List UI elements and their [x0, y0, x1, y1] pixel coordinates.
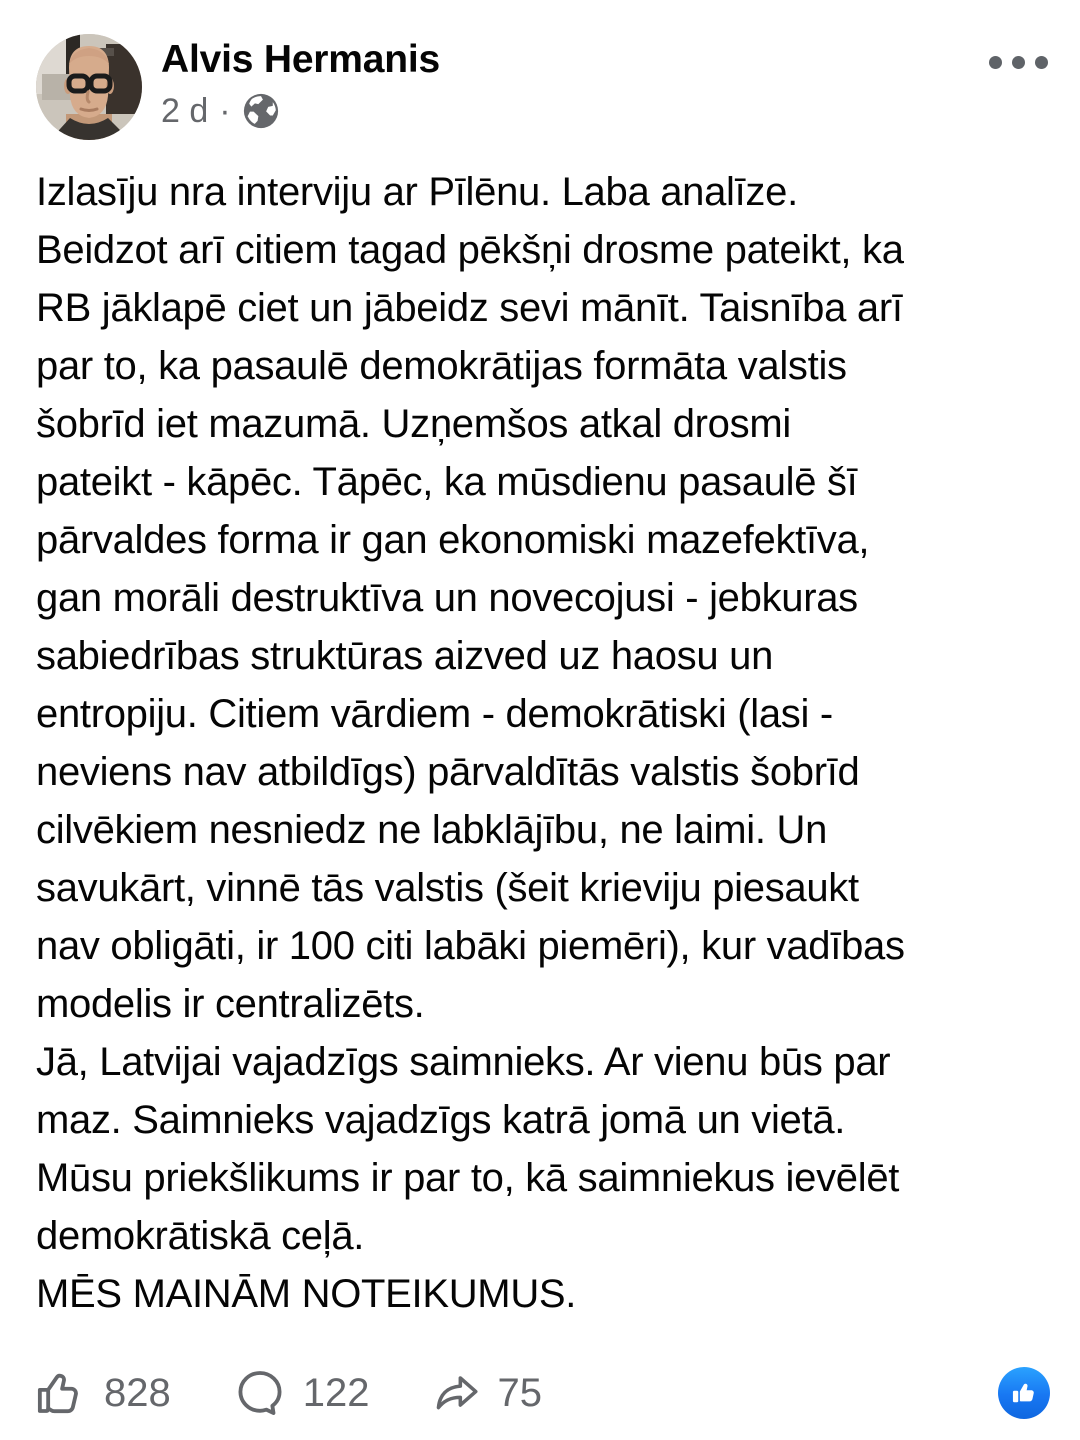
post-text-line: pateikt - kāpēc. Tāpēc, ka mūsdienu pasaulē šī — [36, 460, 858, 504]
post-text-line: maz. Saimnieks vajadzīgs katrā jomā un vietā. — [36, 1098, 846, 1142]
comment-stat[interactable] — [233, 1366, 370, 1420]
ellipsis-dot — [1035, 56, 1048, 69]
post-header — [0, 0, 1080, 140]
like-reaction-badge[interactable] — [998, 1367, 1050, 1419]
globe-icon — [242, 92, 280, 130]
post-text-line: sabiedrības struktūras aizved uz haosu un — [36, 634, 774, 678]
post-text-line: RB jāklapē ciet un jābeidz sevi mānīt. Taisnība arī — [36, 286, 903, 330]
post-text-line: modelis ir centralizēts. — [36, 982, 425, 1026]
post-text-line: šobrīd iet mazumā. Uzņemšos atkal drosmi — [36, 402, 791, 446]
avatar[interactable] — [36, 34, 142, 140]
author-name[interactable]: Alvis Hermanis — [161, 38, 440, 81]
like-count: 828 — [104, 1370, 171, 1415]
thumbs-up-outline-icon — [34, 1366, 88, 1420]
engagement-bar — [0, 1360, 1080, 1426]
meta-separator: · — [219, 92, 231, 130]
post-text-line: gan morāli destruktīva un novecojusi - jebkuras — [36, 576, 858, 620]
post-text-line: Jā, Latvijai vajadzīgs saimnieks. Ar vienu būs par — [36, 1040, 891, 1084]
post-text-line: Mūsu priekšlikums ir par to, kā saimniekus ievēlēt — [36, 1156, 900, 1200]
post-text-line: neviens nav atbildīgs) pārvaldītās valstis šobrīd — [36, 750, 860, 794]
like-stat[interactable] — [34, 1366, 171, 1420]
share-count: 75 — [497, 1370, 542, 1415]
post-text-line: pārvaldes forma ir gan ekonomiski mazefektīva, — [36, 518, 870, 562]
post-text-line: Beidzot arī citiem tagad pēkšņi drosme pateikt, ka — [36, 228, 904, 272]
post-meta — [161, 91, 1050, 131]
post-text-line: cilvēkiem nesniedz ne labklājību, ne laimi. Un — [36, 808, 828, 852]
ellipsis-dot — [1012, 56, 1025, 69]
share-arrow-icon — [432, 1368, 482, 1418]
header-text — [161, 34, 1050, 131]
thumbs-up-filled-icon — [1008, 1377, 1040, 1409]
post-text-line: Izlasīju nra interviju ar Pīlēnu. Laba analīze. — [36, 170, 798, 214]
post-text-line: savukārt, vinnē tās valstis (šeit krieviju piesaukt — [36, 866, 859, 910]
post-text-line: MĒS MAINĀM NOTEIKUMUS. — [36, 1272, 577, 1316]
comment-count: 122 — [302, 1370, 370, 1415]
timestamp: 2 d — [161, 92, 209, 130]
post-text-line: nav obligāti, ir 100 citi labāki piemēri), kur vadības — [36, 924, 905, 968]
more-options-button[interactable] — [987, 50, 1050, 75]
comment-bubble-icon — [233, 1366, 287, 1420]
post-text-line: par to, ka pasaulē demokrātijas formāta valstis — [36, 344, 847, 388]
ellipsis-dot — [989, 56, 1002, 69]
post-text-line: entropiju. Citiem vārdiem - demokrātiski (lasi - — [36, 692, 833, 736]
share-stat[interactable] — [432, 1368, 543, 1418]
post-text-line: demokrātiskā ceļā. — [36, 1214, 365, 1258]
post-text — [0, 163, 1080, 1323]
